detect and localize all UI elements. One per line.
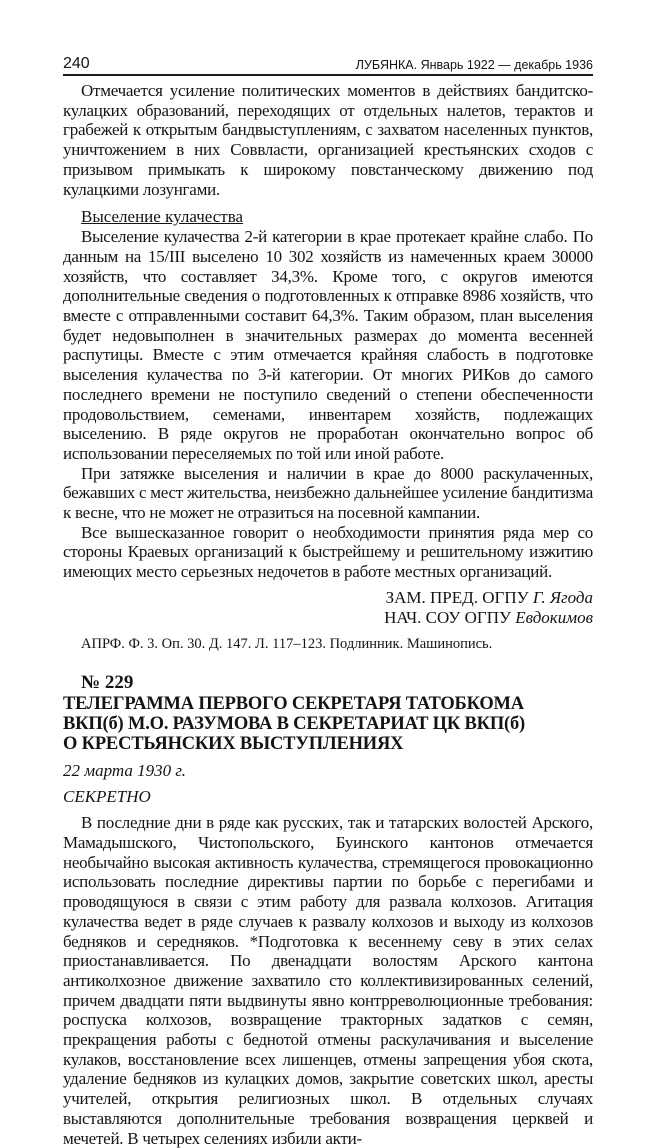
signatory-name: Евдокимов — [515, 607, 593, 627]
paragraph: Выселение кулачества 2-й категории в крае протекает крайне слабо. По данным на 15/III выселено 10 302 хозяйств из намеченных краем 30000 хозяйств, что составляет 34,3%. Кроме того, с округов имеются дополнительные сведения о подготовленных к отправке 8986 хозяйств, что вместе с отправленными составит 64,3%. Таким образом, план выселения будет недовыполнен в значительных размерах до момента весенней распутицы. Вместе с этим отмечается крайняя слабость в подготовке выселения кулачества по 3-й категории. От многих РИКов до самого последнего времени не поступило сведений о степени обеспеченности продовольствием, семенами, инвентарем хозяйств, подлежащих выселению. В ряде округов не проработан окончательно вопрос об использовании переселяемых по той или иной работе. — [63, 227, 593, 463]
document-date: 22 марта 1930 г. — [63, 761, 187, 781]
page-number: 240 — [63, 55, 90, 72]
classification-mark: СЕКРЕТНО — [63, 787, 151, 807]
paragraph: Все вышесказанное говорит о необходимости принятия ряда мер со стороны Краевых организаций к быстрейшему и решительному изжитию имеющих место серьезных недочетов в работе местных организаций. — [63, 522, 593, 582]
signature-line: ЗАМ. ПРЕД. ОГПУ Г. Ягода — [385, 587, 593, 607]
document-number: № 229 — [81, 672, 134, 694]
signature-block — [63, 588, 593, 627]
section-subheading: Выселение кулачества — [81, 207, 244, 227]
archival-source: АПРФ. Ф. 3. Оп. 30. Д. 147. Л. 117–123. Подлинник. Машинопись. — [81, 636, 493, 653]
paragraph: В последние дни в ряде как русских, так и татарских волостей Арского, Мамадышского, Чистопольского, Буинского кантонов отмечается необычайно высокая активность кулачества, стремящегося провокационно использовать последние директивы партии по борьбе с перегибами и проводящуюся в связи с этим работу для развала колхозов. Агитация кулачества ведет в ряде случаев к развалу колхозов и выходу из колхозов бедняков и середняков. *Подготовка к весеннему севу в этих селах приостанавливается. По двенадцати волостям Арского кантона антиколхозное движение захватило сто коллективизированных селений, причем двадцати пяти выдвинуты явно контрреволюционные требования: роспуска колхозов, возвращение тракторных задатков с семян, прекращения работы с беднотой отмены раскулачивания и выселение кулаков, восстановление всех лишенцев, отмены запрещения убоя скота, удаление бедняков из кулацких домов, закрытие советских школ, аресты учителей, открытия религиозных школ. В отдельных случаях выставляются дополнительные требования возвращения церквей и мечетей. В четырех селениях избили акти- — [63, 813, 593, 1148]
document-title: ТЕЛЕГРАММА ПЕРВОГО СЕКРЕТАРЯ ТАТОБКОМА ВКП(б) М.О. РАЗУМОВА В СЕКРЕТАРИАТ ЦК ВКП(б) О КРЕСТЬЯНСКИХ ВЫСТУПЛЕНИЯХ — [63, 694, 526, 755]
running-header — [63, 52, 593, 76]
paragraph: Отмечается усиление политических моментов в действиях бандитско-кулацких образований, переходящих от отдельных налетов, терактов и грабежей к открытым бандвыступлениям, с захватом населенных пунктов, уничтожением в них Соввласти, организацией крестьянских сходов с призывом примыкать к широкому повстанческому движению под кулацкими лозунгами. — [63, 81, 593, 199]
paragraph: При затяжке выселения и наличии в крае до 8000 раскулаченных, бежавших с мест жительства, неизбежно дальнейшее усиление бандитизма к весне, что не может не отразиться на посевной кампании. — [63, 463, 594, 523]
book-page — [63, 52, 593, 1148]
signature-line: НАЧ. СОУ ОГПУ Евдокимов — [384, 607, 593, 627]
running-title: ЛУБЯНКА. Январь 1922 — декабрь 1936 — [355, 58, 593, 72]
signatory-name: Г. Ягода — [532, 587, 593, 607]
